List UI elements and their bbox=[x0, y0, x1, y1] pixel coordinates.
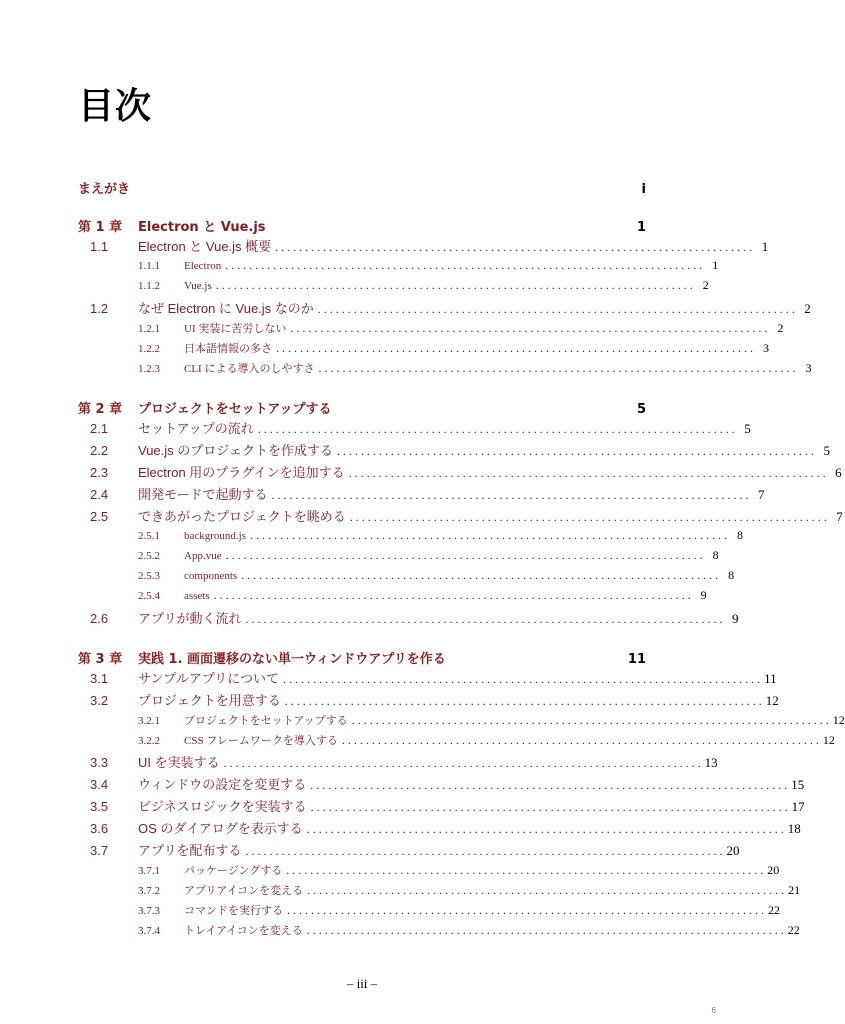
leader-dots: . . . . . . . . . . . . . . . . . . . . . . . . . . . . . . . . . . . . . . . . . . . . . . . . . . . . . . . . . . . . . . . . . . . . . . . . . . . . . . . . bbox=[310, 800, 788, 814]
toc-entry-number: 3.5 bbox=[90, 799, 109, 814]
toc-entry-page: 22 bbox=[768, 903, 780, 917]
leader-dots: . . . . . . . . . . . . . . . . . . . . . . . . . . . . . . . . . . . . . . . . . . . . . . . . . . . . . . . . . . . . . . . . . . . . . . . . . . . . . . . . bbox=[276, 341, 753, 355]
toc-entry-number: 3.7.1 bbox=[138, 865, 160, 877]
toc-entry-label: なぜ Electron に Vue.js なのか bbox=[138, 301, 314, 316]
toc-entry-number: 1.1 bbox=[90, 239, 109, 254]
leader-dots: . . . . . . . . . . . . . . . . . . . . . . . . . . . . . . . . . . . . . . . . . . . . . . . . . . . . . . . . . . . . . . . . . . . . . . . . . . . . . . . . bbox=[271, 488, 749, 502]
toc-chapter[interactable] bbox=[78, 216, 646, 236]
toc-entry-page: 22 bbox=[787, 923, 800, 937]
toc-entry-label: パッケージングする bbox=[184, 865, 283, 877]
toc-entry-label: App.vue bbox=[184, 550, 222, 562]
toc-entry-number: 2.1 bbox=[90, 421, 109, 436]
toc-subsection[interactable] bbox=[78, 320, 784, 340]
toc-entry-number: 3.7.3 bbox=[138, 905, 160, 917]
toc-entry-number: 3.3 bbox=[90, 755, 109, 770]
toc-chapter-number: 第 3 章 bbox=[78, 652, 123, 667]
toc-entry-page: 2 bbox=[804, 301, 811, 316]
toc-chapter[interactable] bbox=[78, 398, 646, 418]
toc-entry-page: 8 bbox=[712, 548, 719, 562]
leader-dots: . . . . . . . . . . . . . . . . . . . . . . . . . . . . . . . . . . . . . . . . . . . . . . . . . . . . . . . . . . . . . . . . . . . . . . . . . . . . . . . . bbox=[348, 466, 826, 480]
toc-section[interactable] bbox=[78, 298, 811, 320]
leader-dots: . . . . . . . . . . . . . . . . . . . . . . . . . . . . . . . . . . . . . . . . . . . . . . . . . . . . . . . . . . . . . . . . . . . . . . . . . . . . . . . . bbox=[318, 361, 796, 375]
corner-page-number: 6 bbox=[711, 1006, 716, 1015]
toc-entry-label: セットアップの流れ bbox=[138, 421, 254, 436]
toc-entry-label: 日本語情報の多さ bbox=[184, 343, 272, 355]
toc-front-matter[interactable] bbox=[78, 178, 646, 198]
toc-entry-number: 2.3 bbox=[90, 465, 109, 480]
leader-dots: . . . . . . . . . . . . . . . . . . . . . . . . . . . . . . . . . . . . . . . . . . . . . . . . . . . . . . . . . . . . . . . . . . . . . . . . . . . . . . . . bbox=[290, 321, 768, 335]
toc-entry-page: 3 bbox=[805, 361, 812, 375]
toc-entry-number: 2.5.1 bbox=[138, 530, 160, 542]
toc-entry-number: 3.7 bbox=[90, 843, 109, 858]
leader-dots: . . . . . . . . . . . . . . . . . . . . . . . . . . . . . . . . . . . . . . . . . . . . . . . . . . . . . . . . . . . . . . . . . . . . . . . . . . . . . . . . bbox=[275, 240, 753, 254]
toc-section[interactable] bbox=[78, 796, 805, 818]
leader-dots: . . . . . . . . . . . . . . . . . . . . . . . . . . . . . . . . . . . . . . . . . . . . . . . . . . . . . . . . . . . . . . . . . . . . . . . . . . . . . . . . bbox=[306, 822, 784, 836]
toc-entry-page: 17 bbox=[791, 799, 805, 814]
toc-chapter[interactable] bbox=[78, 648, 646, 668]
toc-chapter-page: 11 bbox=[627, 652, 646, 667]
toc-entry-number: 3.6 bbox=[90, 821, 109, 836]
toc-entry-page: 9 bbox=[700, 588, 707, 602]
toc-entry-number: 2.2 bbox=[90, 443, 109, 458]
toc-entry-number: 2.6 bbox=[90, 611, 109, 626]
toc-section[interactable] bbox=[78, 236, 769, 258]
toc-entry-page: 11 bbox=[764, 671, 777, 686]
toc-entry-page: 2 bbox=[777, 321, 784, 335]
toc-entry-label: UI を実装する bbox=[138, 755, 220, 770]
leader-dots: . . . . . . . . . . . . . . . . . . . . . . . . . . . . . . . . . . . . . . . . . . . . . . . . . . . . . . . . . . . . . . . . . . . . . . . . . . . . . . . . bbox=[215, 278, 693, 292]
toc-entry-label: background.js bbox=[184, 530, 247, 542]
toc-entry-label: components bbox=[184, 570, 238, 582]
leader-dots: . . . . . . . . . . . . . . . . . . . . . . . . . . . . . . . . . . . . . . . . . . . . . . . . . . . . . . . . . . . . . . . . . . . . . . . . . . . . . . . . bbox=[284, 694, 762, 708]
leader-dots: . . . . . . . . . . . . . . . . . . . . . . . . . . . . . . . . . . . . . . . . . . . . . . . . . . . . . . . . . . . . . . . . . . . . . . . . . . . . . . . . bbox=[307, 883, 785, 897]
toc-entry-label: CLI による導入のしやすさ bbox=[184, 363, 315, 375]
toc-entry-page: 2 bbox=[702, 278, 709, 292]
toc-entry-page: 7 bbox=[757, 487, 765, 502]
page-footer: – iii – bbox=[346, 976, 378, 991]
toc-entry-label: CSS フレームワークを導入する bbox=[184, 735, 338, 747]
toc-entry-number: 3.1 bbox=[90, 671, 109, 686]
toc-section[interactable] bbox=[78, 506, 843, 528]
toc-entry-page: 6 bbox=[835, 465, 842, 480]
toc-entry-page: 3 bbox=[763, 341, 769, 355]
toc-section[interactable] bbox=[78, 840, 740, 862]
toc-entry-label: プロジェクトをセットアップする bbox=[184, 715, 348, 727]
toc-section[interactable] bbox=[78, 418, 751, 440]
toc-section[interactable] bbox=[78, 752, 718, 774]
leader-dots: . . . . . . . . . . . . . . . . . . . . . . . . . . . . . . . . . . . . . . . . . . . . . . . . . . . . . . . . . . . . . . . . . . . . . . . . . . . . . . . . bbox=[287, 903, 764, 917]
toc-entry-label: アプリアイコンを変える bbox=[184, 885, 304, 897]
toc-entry-page: 12 bbox=[832, 713, 845, 727]
toc-entry-number: 2.5.2 bbox=[138, 550, 160, 562]
leader-dots: . . . . . . . . . . . . . . . . . . . . . . . . . . . . . . . . . . . . . . . . . . . . . . . . . . . . . . . . . . . . . . . . . . . . . . . . . . . . . . . . bbox=[341, 733, 819, 747]
toc-chapter-title: 実践 1. 画面遷移のない単一ウィンドウアプリを作る bbox=[138, 652, 446, 667]
toc-section[interactable] bbox=[78, 462, 842, 484]
toc-entry-page: 20 bbox=[767, 863, 780, 877]
toc-subsection[interactable] bbox=[78, 862, 780, 882]
leader-dots: . . . . . . . . . . . . . . . . . . . . . . . . . . . . . . . . . . . . . . . . . . . . . . . . . . . . . . . . . . . . . . . . . . . . . . . . . . . . . . . . bbox=[349, 510, 827, 524]
toc-chapter-page: 5 bbox=[636, 402, 646, 417]
toc-subsection[interactable] bbox=[78, 882, 801, 902]
toc-entry-page: i bbox=[641, 182, 646, 197]
toc-entry-number: 3.2.2 bbox=[138, 735, 160, 747]
leader-dots: . . . . . . . . . . . . . . . . . . . . . . . . . . . . . . . . . . . . . . . . . . . . . . . . . . . . . . . . . . . . . . . . . . . . . . . . . . . . . . . . bbox=[351, 713, 829, 727]
toc-subsection[interactable] bbox=[78, 588, 707, 608]
toc-entry-page: 8 bbox=[728, 568, 735, 582]
toc-subsection[interactable] bbox=[78, 360, 812, 380]
toc-entry-label: 開発モードで起動する bbox=[138, 487, 268, 502]
leader-dots: . . . . . . . . . . . . . . . . . . . . . . . . . . . . . . . . . . . . . . . . . . . . . . . . . . . . . . . . . . . . . . . . . . . . . . . . . . . . . . . . bbox=[286, 863, 764, 877]
toc-entry-label: assets bbox=[184, 590, 210, 602]
toc-entry-number: 3.7.4 bbox=[138, 925, 160, 937]
toc-entry-number: 1.1.1 bbox=[138, 260, 160, 272]
toc-section[interactable] bbox=[78, 774, 805, 796]
leader-dots: . . . . . . . . . . . . . . . . . . . . . . . . . . . . . . . . . . . . . . . . . . . . . . . . . . . . . . . . . . . . . . . . . . . . . . . . . . . . . . . . bbox=[213, 588, 691, 602]
leader-dots: . . . . . . . . . . . . . . . . . . . . . . . . . . . . . . . . . . . . . . . . . . . . . . . . . . . . . . . . . . . . . . . . . . . . . . . . . . . . . . . . bbox=[310, 778, 788, 792]
toc-entry-page: 8 bbox=[737, 528, 744, 542]
toc-subsection[interactable] bbox=[78, 732, 835, 752]
toc-entry-number: 1.2.2 bbox=[138, 343, 160, 355]
toc-entry-page: 12 bbox=[822, 733, 835, 747]
toc-entry-label: Electron 用のプラグインを追加する bbox=[138, 465, 345, 480]
toc-subsection[interactable] bbox=[78, 712, 845, 732]
toc-entry-number: 2.5 bbox=[90, 509, 109, 524]
toc-entry-label: サンプルアプリについて bbox=[138, 671, 280, 686]
leader-dots: . . . . . . . . . . . . . . . . . . . . . . . . . . . . . . . . . . . . . . . . . . . . . . . . . . . . . . . . . . . . . . . . . . . . . . . . . . . . . . . . bbox=[317, 302, 795, 316]
toc-entry-page: 5 bbox=[823, 443, 831, 458]
toc-entry-number: 2.5.4 bbox=[138, 590, 160, 602]
leader-dots: . . . . . . . . . . . . . . . . . . . . . . . . . . . . . . . . . . . . . . . . . . . . . . . . . . . . . . . . . . . . . . . . . . . . . . . . . . . . . . . . bbox=[225, 548, 703, 562]
leader-dots: . . . . . . . . . . . . . . . . . . . . . . . . . . . . . . . . . . . . . . . . . . . . . . . . . . . . . . . . . . . . . . . . . . . . . . . . . . . . . . . . bbox=[257, 422, 735, 436]
toc-entry-label: まえがき bbox=[78, 182, 131, 197]
toc-entry-number: 1.2.3 bbox=[138, 363, 160, 375]
toc-entry-number: 1.1.2 bbox=[138, 280, 160, 292]
toc-chapter-title: プロジェクトをセットアップする bbox=[138, 402, 332, 417]
toc-entry-label: Vue.js のプロジェクトを作成する bbox=[138, 443, 334, 458]
toc-entry-label: コマンドを実行する bbox=[184, 905, 283, 917]
leader-dots: . . . . . . . . . . . . . . . . . . . . . . . . . . . . . . . . . . . . . . . . . . . . . . . . . . . . . . . . . . . . . . . . . . . . . . . . . . . . . . . . bbox=[223, 756, 701, 770]
toc-entry-number: 2.4 bbox=[90, 487, 109, 502]
toc-entry-label: できあがったプロジェクトを眺める bbox=[138, 509, 346, 524]
leader-dots: . . . . . . . . . . . . . . . . . . . . . . . . . . . . . . . . . . . . . . . . . . . . . . . . . . . . . . . . . . . . . . . . . . . . . . . . . . . . . . . . bbox=[283, 672, 761, 686]
toc-section[interactable] bbox=[78, 690, 779, 712]
toc-subsection[interactable] bbox=[78, 922, 800, 942]
toc-section[interactable] bbox=[78, 818, 801, 840]
toc-entry-label: Electron と Vue.js 概要 bbox=[138, 239, 272, 254]
leader-dots: . . . . . . . . . . . . . . . . . . . . . . . . . . . . . . . . . . . . . . . . . . . . . . . . . . . . . . . . . . . . . . . . . . . . . . . . . . . . . . . . bbox=[250, 528, 728, 542]
toc-subsection[interactable] bbox=[78, 902, 780, 922]
toc-entry-number: 2.5.3 bbox=[138, 570, 160, 582]
toc-entry-label: プロジェクトを用意する bbox=[138, 693, 281, 708]
toc-entry-page: 15 bbox=[791, 777, 805, 792]
leader-dots: . . . . . . . . . . . . . . . . . . . . . . . . . . . . . . . . . . . . . . . . . . . . . . . . . . . . . . . . . . . . . . . . . . . . . . . . . . . . . . . . bbox=[245, 844, 723, 858]
toc-chapter-number: 第 1 章 bbox=[78, 220, 123, 235]
toc-section[interactable] bbox=[78, 608, 739, 630]
toc-entry-page: 5 bbox=[744, 421, 751, 436]
toc-entry-label: アプリが動く流れ bbox=[138, 611, 242, 626]
toc-entry-page: 21 bbox=[788, 883, 801, 897]
toc-subsection[interactable] bbox=[78, 278, 709, 298]
toc-entry-label: ウィンドウの設定を変更する bbox=[138, 777, 307, 792]
toc-entry-number: 3.2 bbox=[90, 693, 109, 708]
toc-entry-label: アプリを配布する bbox=[138, 843, 242, 858]
toc-entry-page: 1 bbox=[761, 239, 769, 254]
toc-entry-page: 12 bbox=[765, 693, 779, 708]
toc-entry-page: 20 bbox=[726, 843, 740, 858]
toc-entry-page: 9 bbox=[731, 611, 739, 626]
toc-entry-label: UI 実装に苦労しない bbox=[184, 323, 287, 335]
toc-entry-page: 18 bbox=[787, 821, 801, 836]
toc-entry-label: トレイアイコンを変える bbox=[184, 925, 303, 937]
table-of-contents bbox=[78, 178, 845, 942]
toc-subsection[interactable] bbox=[78, 568, 735, 588]
toc-entry-number: 3.7.2 bbox=[138, 885, 160, 897]
toc-chapter-number: 第 2 章 bbox=[78, 402, 123, 417]
toc-section[interactable] bbox=[78, 484, 765, 506]
toc-entry-number: 3.2.1 bbox=[138, 715, 160, 727]
toc-entry-page: 7 bbox=[836, 509, 843, 524]
toc-entry-label: Vue.js bbox=[184, 280, 212, 292]
toc-entry-page: 1 bbox=[712, 258, 719, 272]
leader-dots: . . . . . . . . . . . . . . . . . . . . . . . . . . . . . . . . . . . . . . . . . . . . . . . . . . . . . . . . . . . . . . . . . . . . . . . . . . . . . . . . bbox=[306, 923, 784, 937]
toc-entry-number: 1.2.1 bbox=[138, 323, 160, 335]
toc-entry-number: 3.4 bbox=[90, 777, 109, 792]
toc-chapter-page: 1 bbox=[636, 220, 646, 235]
toc-subsection[interactable] bbox=[78, 528, 744, 548]
toc-section[interactable] bbox=[78, 668, 777, 690]
toc-subsection[interactable] bbox=[78, 258, 719, 278]
leader-dots: . . . . . . . . . . . . . . . . . . . . . . . . . . . . . . . . . . . . . . . . . . . . . . . . . . . . . . . . . . . . . . . . . . . . . . . . . . . . . . . . bbox=[245, 612, 723, 626]
toc-chapter-title: Electron と Vue.js bbox=[138, 220, 266, 235]
toc-entry-page: 13 bbox=[704, 755, 718, 770]
page-title: 目次 bbox=[78, 86, 153, 127]
leader-dots: . . . . . . . . . . . . . . . . . . . . . . . . . . . . . . . . . . . . . . . . . . . . . . . . . . . . . . . . . . . . . . . . . . . . . . . . . . . . . . . . bbox=[241, 568, 719, 582]
toc-entry-label: ビジネスロジックを実装する bbox=[138, 799, 307, 814]
leader-dots: . . . . . . . . . . . . . . . . . . . . . . . . . . . . . . . . . . . . . . . . . . . . . . . . . . . . . . . . . . . . . . . . . . . . . . . . . . . . . . . . bbox=[225, 258, 703, 272]
toc-subsection[interactable] bbox=[78, 340, 769, 360]
toc-entry-number: 1.2 bbox=[90, 301, 109, 316]
toc-section[interactable] bbox=[78, 440, 831, 462]
toc-entry-label: OS のダイアログを表示する bbox=[138, 821, 303, 836]
leader-dots: . . . . . . . . . . . . . . . . . . . . . . . . . . . . . . . . . . . . . . . . . . . . . . . . . . . . . . . . . . . . . . . . . . . . . . . . . . . . . . . . bbox=[337, 444, 815, 458]
toc-entry-label: Electron bbox=[184, 260, 222, 272]
toc-subsection[interactable] bbox=[78, 548, 719, 568]
